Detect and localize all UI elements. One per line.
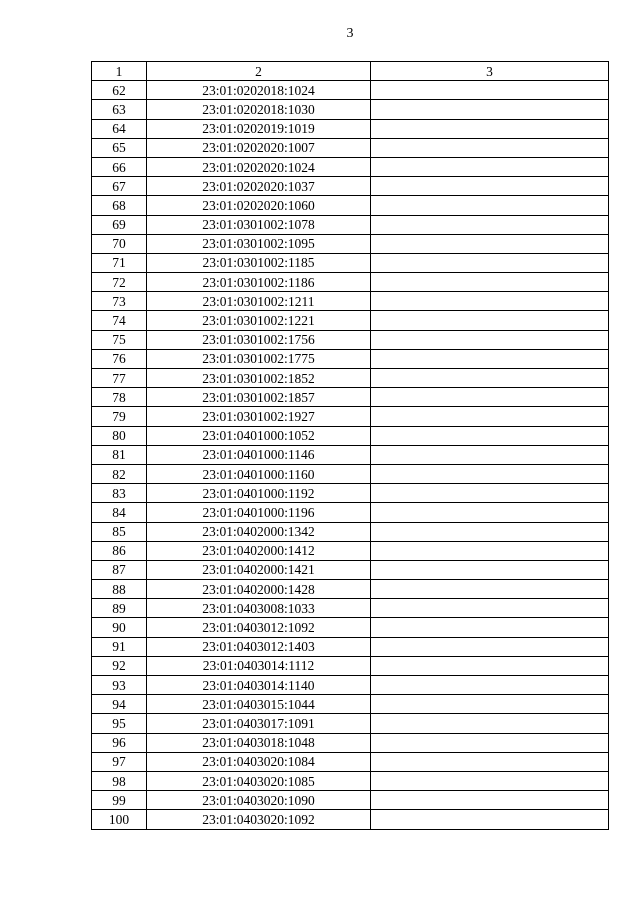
table-row xyxy=(92,273,609,292)
table-row xyxy=(92,311,609,330)
row-number-cell: 74 xyxy=(92,311,147,330)
notes-cell xyxy=(371,656,609,675)
notes-cell xyxy=(371,234,609,253)
cadastral-number-cell: 23:01:0403020:1092 xyxy=(147,810,371,829)
notes-cell xyxy=(371,771,609,790)
row-number-cell: 73 xyxy=(92,292,147,311)
notes-cell xyxy=(371,580,609,599)
notes-cell xyxy=(371,157,609,176)
cadastral-number-cell: 23:01:0403012:1092 xyxy=(147,618,371,637)
notes-cell xyxy=(371,388,609,407)
row-number-cell: 83 xyxy=(92,484,147,503)
notes-cell xyxy=(371,273,609,292)
cadastral-number-cell: 23:01:0202020:1007 xyxy=(147,138,371,157)
cadastral-number-cell: 23:01:0403020:1090 xyxy=(147,791,371,810)
table-row xyxy=(92,215,609,234)
table-row xyxy=(92,733,609,752)
row-number-cell: 97 xyxy=(92,752,147,771)
row-number-cell: 70 xyxy=(92,234,147,253)
notes-cell xyxy=(371,810,609,829)
row-number-cell: 90 xyxy=(92,618,147,637)
table-row xyxy=(92,100,609,119)
notes-cell xyxy=(371,484,609,503)
notes-cell xyxy=(371,330,609,349)
cadastral-number-cell: 23:01:0301002:1852 xyxy=(147,369,371,388)
table-row xyxy=(92,771,609,790)
cadastral-number-cell: 23:01:0202018:1030 xyxy=(147,100,371,119)
notes-cell xyxy=(371,311,609,330)
cadastral-number-cell: 23:01:0402000:1428 xyxy=(147,580,371,599)
notes-cell xyxy=(371,599,609,618)
table-body xyxy=(92,81,609,829)
row-number-cell: 95 xyxy=(92,714,147,733)
cadastral-number-cell: 23:01:0301002:1927 xyxy=(147,407,371,426)
notes-cell xyxy=(371,349,609,368)
cadastral-table xyxy=(91,61,609,830)
cadastral-number-cell: 23:01:0403012:1403 xyxy=(147,637,371,656)
row-number-cell: 86 xyxy=(92,541,147,560)
table-row xyxy=(92,369,609,388)
notes-cell xyxy=(371,522,609,541)
cadastral-number-cell: 23:01:0202020:1024 xyxy=(147,157,371,176)
row-number-cell: 82 xyxy=(92,464,147,483)
notes-cell xyxy=(371,292,609,311)
table-row xyxy=(92,752,609,771)
table-row xyxy=(92,196,609,215)
table-row xyxy=(92,292,609,311)
cadastral-number-cell: 23:01:0301002:1186 xyxy=(147,273,371,292)
table-row xyxy=(92,656,609,675)
cadastral-number-cell: 23:01:0202019:1019 xyxy=(147,119,371,138)
table-row xyxy=(92,234,609,253)
cadastral-number-cell: 23:01:0403014:1140 xyxy=(147,676,371,695)
row-number-cell: 93 xyxy=(92,676,147,695)
notes-cell xyxy=(371,733,609,752)
notes-cell xyxy=(371,138,609,157)
notes-cell xyxy=(371,695,609,714)
notes-cell xyxy=(371,637,609,656)
row-number-cell: 100 xyxy=(92,810,147,829)
row-number-cell: 77 xyxy=(92,369,147,388)
row-number-cell: 91 xyxy=(92,637,147,656)
cadastral-number-cell: 23:01:0403018:1048 xyxy=(147,733,371,752)
table-row xyxy=(92,791,609,810)
row-number-cell: 66 xyxy=(92,157,147,176)
notes-cell xyxy=(371,100,609,119)
notes-cell xyxy=(371,426,609,445)
row-number-cell: 78 xyxy=(92,388,147,407)
row-number-cell: 84 xyxy=(92,503,147,522)
row-number-cell: 72 xyxy=(92,273,147,292)
cadastral-number-cell: 23:01:0202020:1060 xyxy=(147,196,371,215)
row-number-cell: 87 xyxy=(92,560,147,579)
notes-cell xyxy=(371,369,609,388)
notes-cell xyxy=(371,791,609,810)
row-number-cell: 62 xyxy=(92,81,147,100)
row-number-cell: 75 xyxy=(92,330,147,349)
cadastral-number-cell: 23:01:0403020:1084 xyxy=(147,752,371,771)
cadastral-number-cell: 23:01:0202018:1024 xyxy=(147,81,371,100)
notes-cell xyxy=(371,618,609,637)
notes-cell xyxy=(371,464,609,483)
table-row xyxy=(92,484,609,503)
notes-cell xyxy=(371,560,609,579)
column-header-2: 2 xyxy=(147,62,371,81)
cadastral-number-cell: 23:01:0301002:1211 xyxy=(147,292,371,311)
column-header-3: 3 xyxy=(371,62,609,81)
row-number-cell: 65 xyxy=(92,138,147,157)
notes-cell xyxy=(371,752,609,771)
table-row xyxy=(92,637,609,656)
cadastral-number-cell: 23:01:0403017:1091 xyxy=(147,714,371,733)
row-number-cell: 96 xyxy=(92,733,147,752)
notes-cell xyxy=(371,119,609,138)
header-row xyxy=(92,62,609,81)
table-row xyxy=(92,177,609,196)
cadastral-number-cell: 23:01:0403014:1112 xyxy=(147,656,371,675)
row-number-cell: 69 xyxy=(92,215,147,234)
cadastral-number-cell: 23:01:0403020:1085 xyxy=(147,771,371,790)
table-row xyxy=(92,407,609,426)
row-number-cell: 67 xyxy=(92,177,147,196)
table-row xyxy=(92,445,609,464)
row-number-cell: 88 xyxy=(92,580,147,599)
page-number: 3 xyxy=(346,26,354,41)
cadastral-number-cell: 23:01:0403008:1033 xyxy=(147,599,371,618)
table-row xyxy=(92,426,609,445)
cadastral-number-cell: 23:01:0301002:1078 xyxy=(147,215,371,234)
cadastral-number-cell: 23:01:0401000:1196 xyxy=(147,503,371,522)
table-row xyxy=(92,580,609,599)
cadastral-number-cell: 23:01:0402000:1412 xyxy=(147,541,371,560)
table-row xyxy=(92,522,609,541)
cadastral-number-cell: 23:01:0202020:1037 xyxy=(147,177,371,196)
table-row xyxy=(92,695,609,714)
table-row xyxy=(92,138,609,157)
cadastral-number-cell: 23:01:0403015:1044 xyxy=(147,695,371,714)
table-row xyxy=(92,330,609,349)
cadastral-number-cell: 23:01:0401000:1052 xyxy=(147,426,371,445)
notes-cell xyxy=(371,445,609,464)
cadastral-number-cell: 23:01:0301002:1095 xyxy=(147,234,371,253)
row-number-cell: 64 xyxy=(92,119,147,138)
row-number-cell: 79 xyxy=(92,407,147,426)
table-row xyxy=(92,618,609,637)
notes-cell xyxy=(371,407,609,426)
row-number-cell: 80 xyxy=(92,426,147,445)
notes-cell xyxy=(371,215,609,234)
table-row xyxy=(92,157,609,176)
notes-cell xyxy=(371,196,609,215)
cadastral-number-cell: 23:01:0401000:1146 xyxy=(147,445,371,464)
table-row xyxy=(92,119,609,138)
row-number-cell: 63 xyxy=(92,100,147,119)
cadastral-number-cell: 23:01:0301002:1221 xyxy=(147,311,371,330)
row-number-cell: 85 xyxy=(92,522,147,541)
cadastral-number-cell: 23:01:0301002:1857 xyxy=(147,388,371,407)
cadastral-number-cell: 23:01:0401000:1160 xyxy=(147,464,371,483)
row-number-cell: 92 xyxy=(92,656,147,675)
table-row xyxy=(92,560,609,579)
notes-cell xyxy=(371,541,609,560)
row-number-cell: 98 xyxy=(92,771,147,790)
notes-cell xyxy=(371,503,609,522)
table-row xyxy=(92,676,609,695)
row-number-cell: 71 xyxy=(92,253,147,272)
table-row xyxy=(92,599,609,618)
table-row xyxy=(92,81,609,100)
cadastral-number-cell: 23:01:0301002:1185 xyxy=(147,253,371,272)
notes-cell xyxy=(371,714,609,733)
table-row xyxy=(92,388,609,407)
table-row xyxy=(92,714,609,733)
notes-cell xyxy=(371,253,609,272)
cadastral-number-cell: 23:01:0301002:1775 xyxy=(147,349,371,368)
notes-cell xyxy=(371,676,609,695)
cadastral-number-cell: 23:01:0402000:1342 xyxy=(147,522,371,541)
row-number-cell: 94 xyxy=(92,695,147,714)
table-row xyxy=(92,810,609,829)
notes-cell xyxy=(371,177,609,196)
table-row xyxy=(92,253,609,272)
row-number-cell: 76 xyxy=(92,349,147,368)
cadastral-number-cell: 23:01:0402000:1421 xyxy=(147,560,371,579)
table-row xyxy=(92,541,609,560)
row-number-cell: 89 xyxy=(92,599,147,618)
table-row xyxy=(92,349,609,368)
row-number-cell: 81 xyxy=(92,445,147,464)
table-row xyxy=(92,464,609,483)
cadastral-number-cell: 23:01:0401000:1192 xyxy=(147,484,371,503)
column-header-1: 1 xyxy=(92,62,147,81)
row-number-cell: 68 xyxy=(92,196,147,215)
row-number-cell: 99 xyxy=(92,791,147,810)
notes-cell xyxy=(371,81,609,100)
cadastral-number-cell: 23:01:0301002:1756 xyxy=(147,330,371,349)
table-row xyxy=(92,503,609,522)
